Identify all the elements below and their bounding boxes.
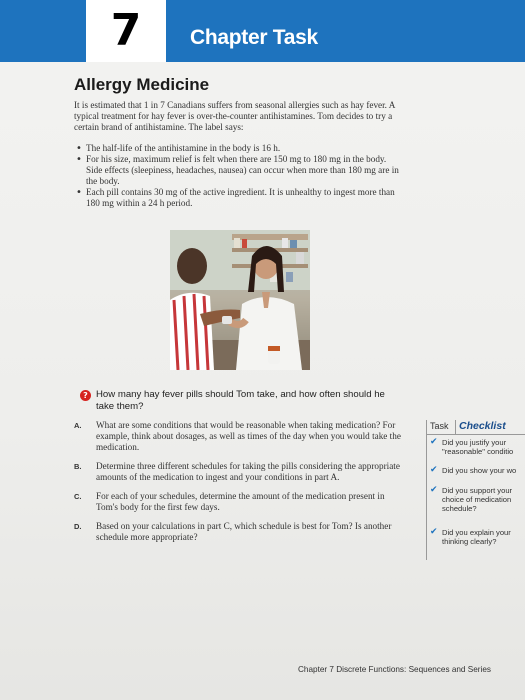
intro-paragraph: It is estimated that 1 in 7 Canadians suffers from seasonal allergies such as hay fever. A typical treatment for hay fever is over-the-counter antihistamines. Tom decides to try a certain brand of antihistamine. The label says: xyxy=(74,100,395,132)
checklist-item-text: Did you show your wo xyxy=(442,466,517,475)
checklist-header-divider xyxy=(455,420,456,434)
checklist-item xyxy=(430,466,525,475)
bullet-item: • For his size, maximum relief is felt when there are 150 mg to 180 mg in the body. Side effects (sleepiness, headaches, nausea) can occur when more than 180 mg are in the body. xyxy=(74,154,404,187)
task-part-d xyxy=(74,521,404,543)
checklist-title: Checklist xyxy=(459,420,506,432)
checkmark-icon: ✔ xyxy=(430,466,438,475)
task-part-c xyxy=(74,491,404,513)
checklist-item xyxy=(430,438,525,456)
checklist-item-text: Did you explain your thinking clearly? xyxy=(442,528,511,546)
section-title: Allergy Medicine xyxy=(74,75,210,94)
question-mark-icon: ? xyxy=(80,390,91,401)
task-checklist xyxy=(426,420,525,560)
task-part-a xyxy=(74,420,404,453)
task-parts xyxy=(74,420,404,551)
part-letter: B. xyxy=(74,462,82,471)
part-letter: C. xyxy=(74,492,82,501)
label-bullet-list xyxy=(74,143,404,209)
part-text: Determine three different schedules for taking the pills considering the appropriate amounts of the medication to ingest and your conditions in part A. xyxy=(96,461,400,482)
checkmark-icon: ✔ xyxy=(430,486,438,495)
checklist-task-label: Task xyxy=(430,421,449,431)
chapter-number: 7 xyxy=(110,5,142,56)
checklist-item-text: Did you support your choice of medication schedule? xyxy=(442,486,513,513)
chapter-task-title: Chapter Task xyxy=(190,26,318,49)
checkmark-icon: ✔ xyxy=(430,438,438,447)
pharmacy-illustration xyxy=(170,230,310,370)
question-text: How many hay fever pills should Tom take, and how often should he take them? xyxy=(96,389,385,412)
part-letter: D. xyxy=(74,522,82,531)
part-letter: A. xyxy=(74,421,82,430)
bullet-item: • The half-life of the antihistamine in the body is 16 h. xyxy=(74,143,404,154)
checklist-item xyxy=(430,486,525,513)
pharmacy-photo xyxy=(170,230,310,370)
checklist-item xyxy=(430,528,525,546)
page-footer: Chapter 7 Discrete Functions: Sequences and Series xyxy=(298,665,491,674)
checklist-divider xyxy=(426,420,427,560)
checklist-item-text: Did you justify your "reasonable" conditio xyxy=(442,438,514,456)
part-text: Based on your calculations in part C, which schedule is best for Tom? Is another schedule more appropriate? xyxy=(96,521,392,542)
chapter-header-band xyxy=(0,0,525,62)
chapter-number-box xyxy=(86,0,166,62)
task-part-b xyxy=(74,461,404,483)
part-text: What are some conditions that would be reasonable when taking medication? For example, think about dosages, as well as times of the day when you would take the medication. xyxy=(96,420,401,452)
checklist-header xyxy=(426,420,525,435)
part-text: For each of your schedules, determine the amount of the medication present in Tom's body for the first few days. xyxy=(96,491,385,512)
bullet-item: • Each pill contains 30 mg of the active ingredient. It is unhealthy to ingest more than 180 mg within a 24 h period. xyxy=(74,187,404,209)
checkmark-icon: ✔ xyxy=(430,528,438,537)
